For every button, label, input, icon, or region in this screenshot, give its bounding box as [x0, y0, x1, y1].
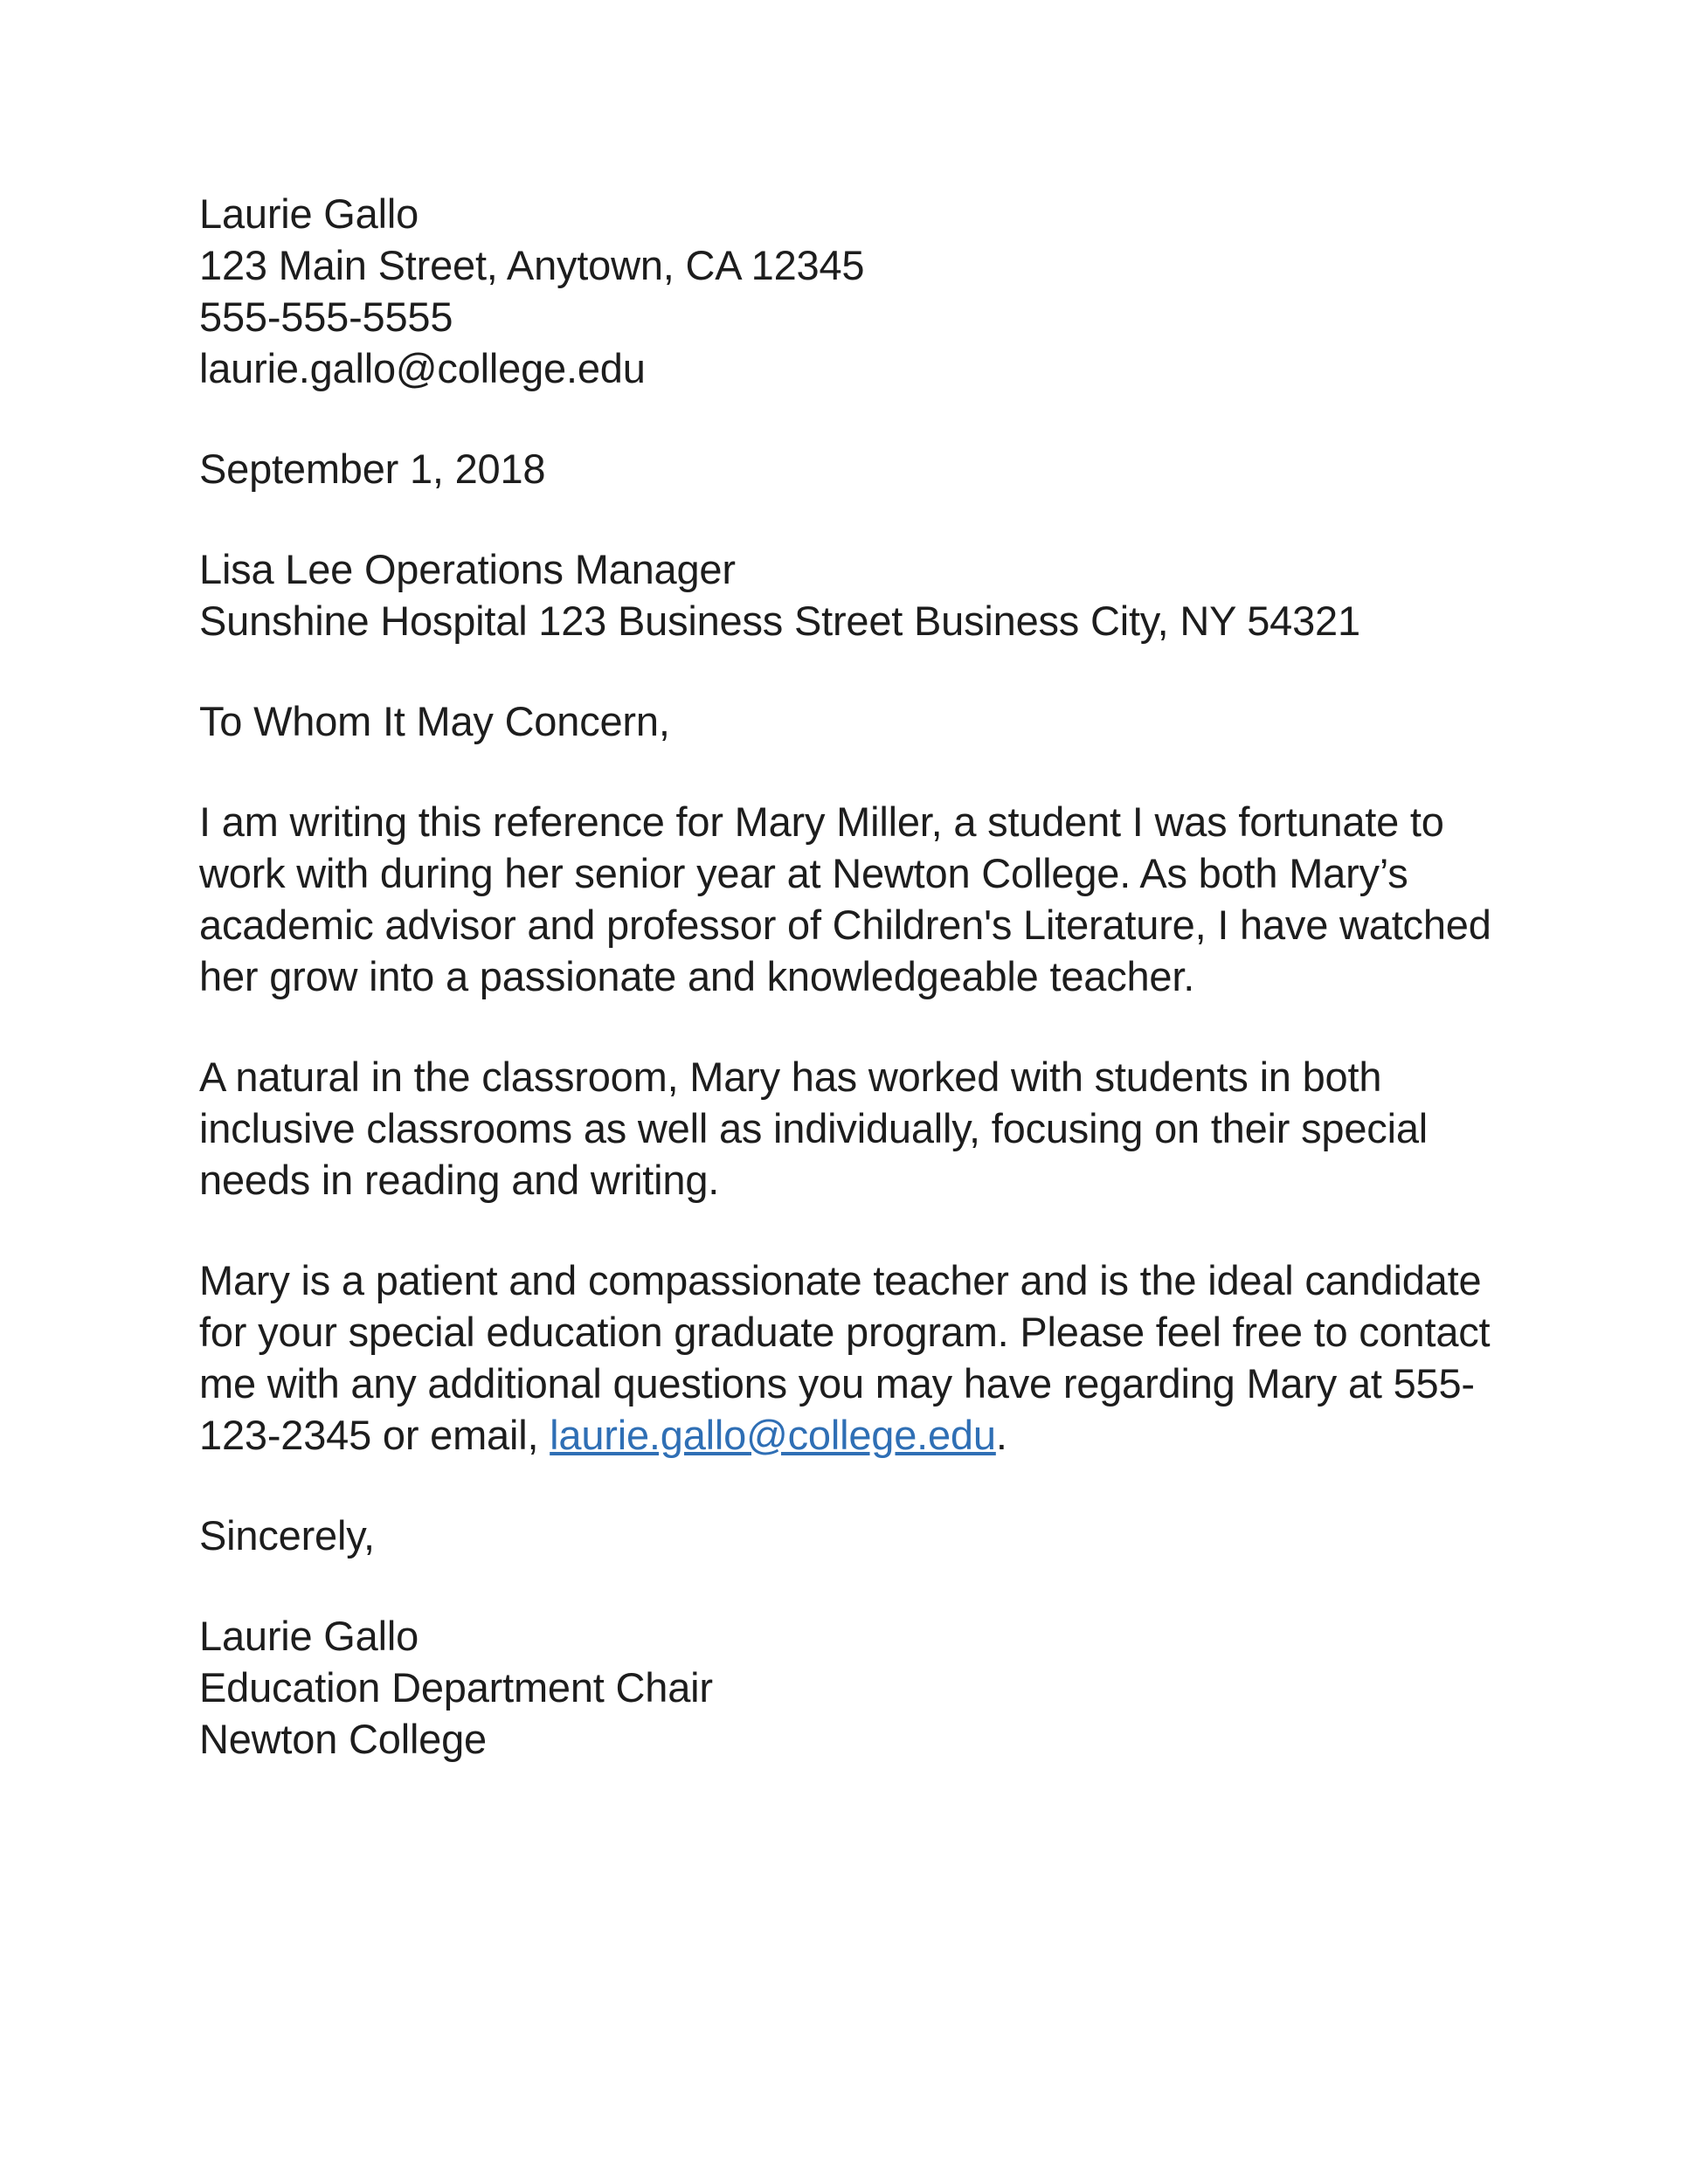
closing-block — [199, 1510, 1510, 1561]
letter-date: September 1, 2018 — [199, 446, 546, 492]
sender-name: Laurie Gallo — [199, 190, 419, 237]
signature-organization: Newton College — [199, 1716, 487, 1762]
salutation-block — [199, 695, 1510, 747]
sender-phone: 555-555-5555 — [199, 294, 453, 340]
salutation: To Whom It May Concern, — [199, 698, 670, 744]
recipient-block — [199, 543, 1510, 646]
sender-block — [199, 188, 1510, 394]
closing: Sincerely, — [199, 1512, 375, 1559]
sender-email: laurie.gallo@college.edu — [199, 345, 646, 391]
body-paragraph-1: I am writing this reference for Mary Miller, a student I was fortunate to work with during her senior year at Newton College. As both Mary’s academic advisor and professor of Children's Literature, I have watched her grow into a passionate and knowledgeable teacher. — [199, 798, 1491, 999]
signature-title: Education Department Chair — [199, 1664, 713, 1711]
email-link[interactable]: laurie.gallo@college.edu — [550, 1412, 996, 1458]
signature-name: Laurie Gallo — [199, 1613, 419, 1659]
date-block — [199, 443, 1510, 494]
sender-address: 123 Main Street, Anytown, CA 12345 — [199, 242, 865, 288]
paragraph-3-text-after-link: . — [995, 1412, 1007, 1458]
recipient-name-title: Lisa Lee Operations Manager — [199, 546, 736, 592]
paragraph-3-text-before-link: Mary is a patient and compassionate teacher and is the ideal candidate for your special education graduate program. Please feel free to contact me with any additional questions you may have regarding Mary at 555-123-2345 or email, — [199, 1257, 1491, 1458]
letter-body — [199, 188, 1510, 1765]
recipient-address: Sunshine Hospital 123 Business Street Business City, NY 54321 — [199, 598, 1360, 644]
body-paragraph-2: A natural in the classroom, Mary has worked with students in both inclusive classrooms as well as individually, focusing on their special needs in reading and writing. — [199, 1054, 1429, 1203]
body-paragraph-3 — [199, 1254, 1510, 1461]
signature-block — [199, 1610, 1510, 1765]
